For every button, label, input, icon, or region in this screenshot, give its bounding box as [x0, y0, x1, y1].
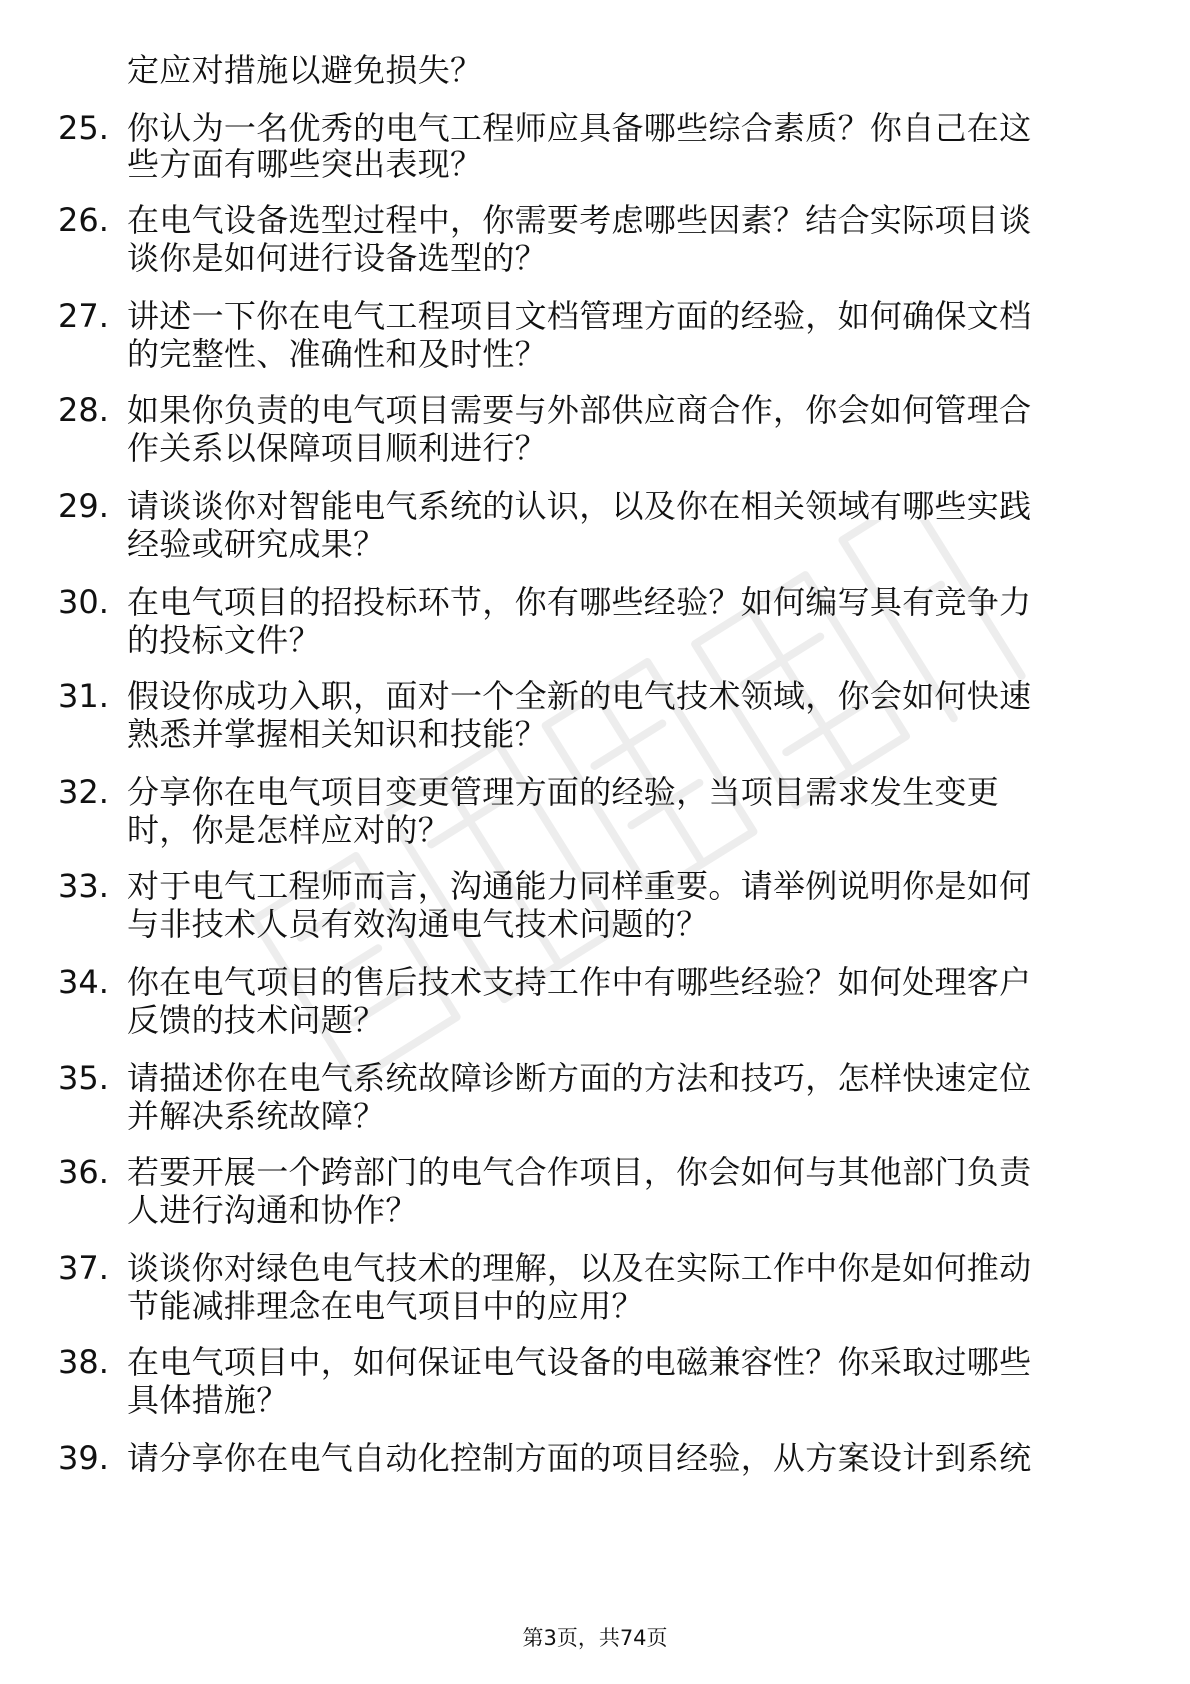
item-number: 30. — [58, 583, 109, 621]
item-text-line: 谈谈你对绿色电气技术的理解，以及在实际工作中你是如何推动 — [127, 1249, 1032, 1287]
item-text-line: 与非技术人员有效沟通电气技术问题的？ — [127, 905, 709, 943]
item-text-line: 在电气项目的招投标环节，你有哪些经验？如何编写具有竞争力 — [127, 583, 1032, 621]
item-number: 28. — [58, 391, 109, 429]
item-number: 27. — [58, 297, 109, 335]
item-number: 34. — [58, 963, 109, 1001]
item-text-line: 具体措施？ — [127, 1381, 289, 1419]
item-text-line: 些方面有哪些突出表现？ — [127, 145, 483, 183]
item-text-line: 讲述一下你在电气工程项目文档管理方面的经验，如何确保文档 — [127, 297, 1032, 335]
item-number: 39. — [58, 1439, 109, 1477]
item-text-line: 谈你是如何进行设备选型的？ — [127, 239, 547, 277]
item-text-line: 在电气设备选型过程中，你需要考虑哪些因素？结合实际项目谈 — [127, 201, 1032, 239]
item-text-line: 并解决系统故障？ — [127, 1097, 386, 1135]
item-text-line: 节能减排理念在电气项目中的应用？ — [127, 1287, 644, 1325]
item-text-line: 分享你在电气项目变更管理方面的经验，当项目需求发生变更 — [127, 773, 1000, 811]
item-text-line: 的投标文件？ — [127, 621, 321, 659]
item-text-line: 在电气项目中，如何保证电气设备的电磁兼容性？你采取过哪些 — [127, 1343, 1032, 1381]
item-text-line: 反馈的技术问题？ — [127, 1001, 386, 1039]
item-text-line: 作关系以保障项目顺利进行？ — [127, 429, 547, 467]
item-text-line: 请分享你在电气自动化控制方面的项目经验，从方案设计到系统 — [127, 1439, 1032, 1477]
item-text-line: 的完整性、准确性和及时性？ — [127, 335, 547, 373]
item-text-line: 如果你负责的电气项目需要与外部供应商合作，你会如何管理合 — [127, 391, 1032, 429]
item-text-line: 人进行沟通和协作？ — [127, 1191, 418, 1229]
item-number: 25. — [58, 109, 109, 147]
page-footer: 第3页，共74页 — [522, 1626, 668, 1650]
item-number: 36. — [58, 1153, 109, 1191]
item-text-line: 你在电气项目的售后技术支持工作中有哪些经验？如何处理客户 — [127, 963, 1032, 1001]
item-text-line: 你认为一名优秀的电气工程师应具备哪些综合素质？你自己在这 — [127, 109, 1032, 147]
item-text-line: 经验或研究成果？ — [127, 525, 386, 563]
item-text-line: 请谈谈你对智能电气系统的认识，以及你在相关领域有哪些实践 — [127, 487, 1032, 525]
item-text-line: 请描述你在电气系统故障诊断方面的方法和技巧，怎样快速定位 — [127, 1059, 1032, 1097]
item-number: 33. — [58, 867, 109, 905]
item-number: 31. — [58, 677, 109, 715]
item-number: 38. — [58, 1343, 109, 1381]
item-number: 29. — [58, 487, 109, 525]
item-text-line: 假设你成功入职，面对一个全新的电气技术领域，你会如何快速 — [127, 677, 1032, 715]
item-number: 37. — [58, 1249, 109, 1287]
item-number: 32. — [58, 773, 109, 811]
continuation-line: 定应对措施以避免损失？ — [127, 51, 483, 89]
item-text-line: 若要开展一个跨部门的电气合作项目，你会如何与其他部门负责 — [127, 1153, 1032, 1191]
item-number: 35. — [58, 1059, 109, 1097]
item-text-line: 熟悉并掌握相关知识和技能？ — [127, 715, 547, 753]
item-text-line: 时，你是怎样应对的？ — [127, 811, 451, 849]
item-text-line: 对于电气工程师而言，沟通能力同样重要。请举例说明你是如何 — [127, 867, 1032, 905]
item-number: 26. — [58, 201, 109, 239]
